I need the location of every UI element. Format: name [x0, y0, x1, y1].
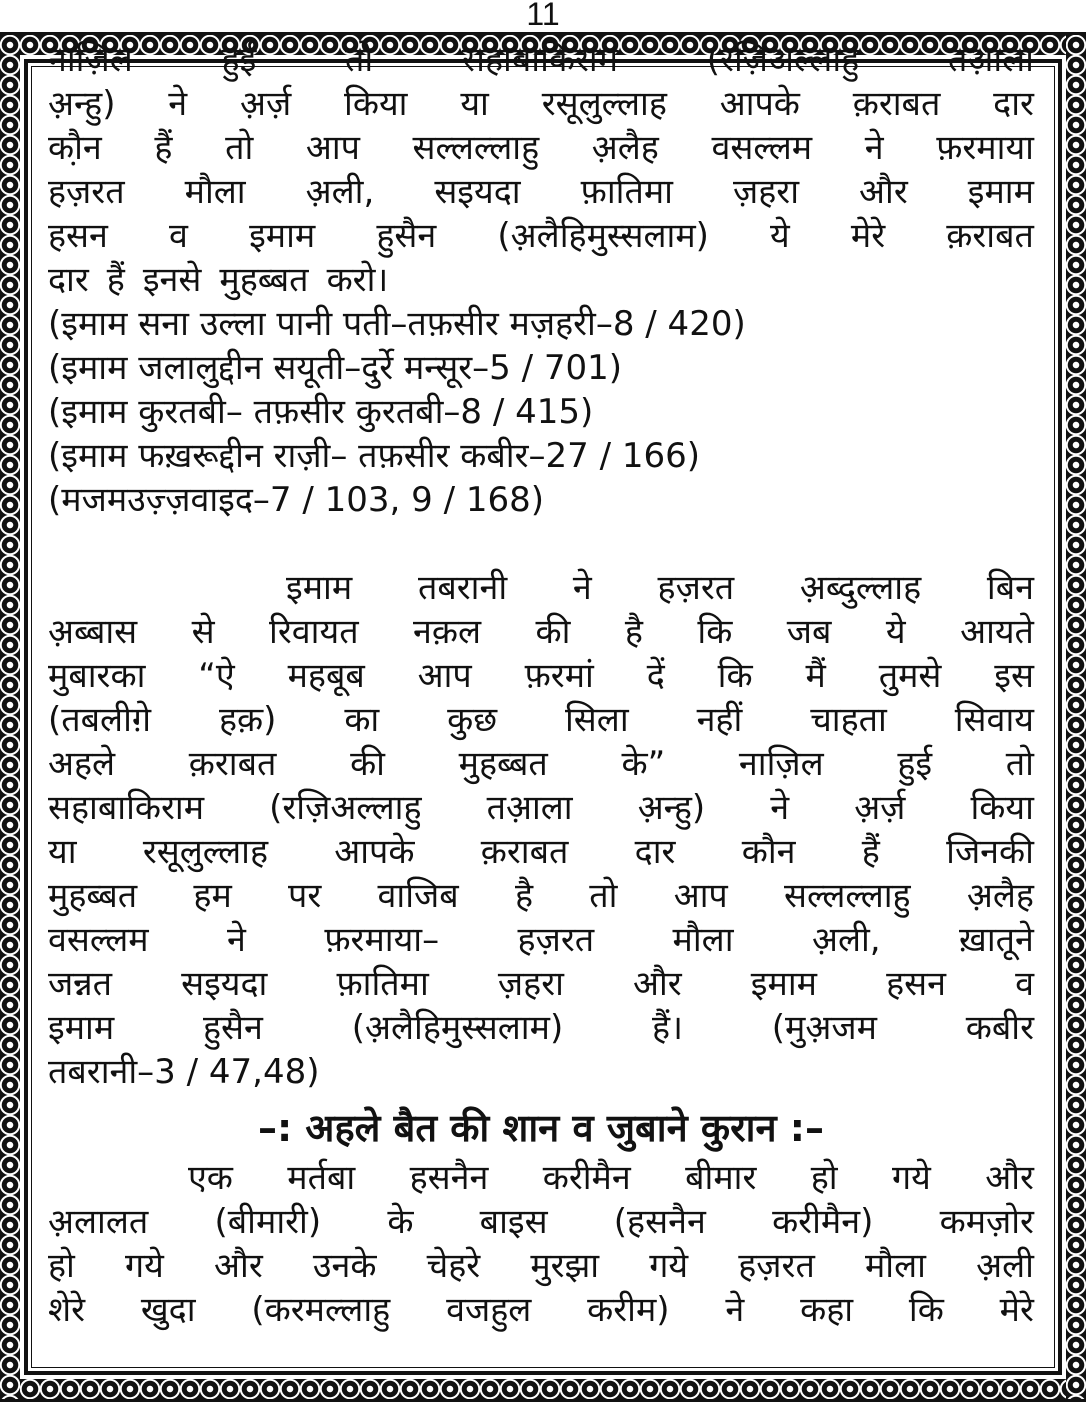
text-line: [48, 874, 1034, 918]
word: वसल्लम: [48, 920, 149, 960]
word: “ऐ: [198, 656, 235, 696]
text-line: [48, 1006, 1034, 1050]
word: का: [344, 700, 380, 740]
word: हुसैन: [202, 1008, 263, 1048]
word: की: [535, 612, 571, 652]
word: अ़ब्बास: [48, 612, 138, 652]
word: क़राबत: [852, 84, 941, 124]
word: आप: [305, 128, 360, 168]
word: सहाबाकिराम: [48, 788, 205, 828]
word: सइयदा: [434, 172, 521, 212]
word: दार: [634, 832, 676, 872]
word: इमाम: [48, 1008, 115, 1048]
word: महबूब: [287, 656, 365, 696]
word: और: [633, 964, 682, 1004]
text-line: [48, 82, 1034, 126]
word: मुरझा: [530, 1246, 600, 1286]
word: अ़लालत: [48, 1202, 149, 1242]
word: हो: [48, 1246, 75, 1286]
word: अ़र्ज़: [240, 84, 292, 124]
word: कि: [717, 656, 753, 696]
reference-citation: (इमाम जलालुद्दीन सयूती–दुर्रे मन्सूर–5 / 701): [48, 348, 623, 388]
word: ने: [572, 568, 592, 608]
word: इनसे: [142, 260, 202, 300]
reference-list: [48, 302, 1034, 522]
text-line: [48, 126, 1034, 170]
word: व: [1015, 964, 1034, 1004]
word: (रज़िअल्लाहु: [706, 40, 860, 80]
word: अ़र्ज़: [854, 788, 906, 828]
text-line: [48, 918, 1034, 962]
word: हसनैन: [409, 1158, 489, 1198]
section-heading: –: अहले बैत की शान व जुबाने कुरान :–: [258, 1106, 824, 1150]
word: हसन: [886, 964, 946, 1004]
word: नाज़िल: [738, 744, 824, 784]
reference-citation: (इमाम सना उल्ला पानी पती–तफ़सीर मज़हरी–8 / 420): [48, 304, 746, 344]
reference-citation: (इमाम कुरतबी– तफ़सीर कुरतबी–8 / 415): [48, 392, 594, 432]
word: इमाम: [967, 172, 1034, 212]
word: हैं।: [652, 1008, 683, 1048]
word: क़राबत: [480, 832, 569, 872]
word: ने: [864, 128, 884, 168]
word: कमज़ोर: [939, 1202, 1034, 1242]
word: गये: [125, 1246, 164, 1286]
text-line: [48, 1244, 1034, 1288]
word: सल्लल्लाहु: [412, 128, 540, 168]
word: मेरे: [999, 1290, 1034, 1330]
word: करीम): [587, 1290, 670, 1330]
word: अ़न्हु): [637, 788, 706, 828]
word: कहा: [800, 1290, 854, 1330]
word: तो: [589, 876, 618, 916]
word: पर: [288, 876, 322, 916]
word: से: [191, 612, 215, 652]
word: सिला: [565, 700, 629, 740]
word: दार: [993, 84, 1034, 124]
word: (हसनैन: [613, 1202, 706, 1242]
word: रिवायत: [269, 612, 359, 652]
word: (बीमारी): [214, 1202, 322, 1242]
word: आपके: [334, 832, 415, 872]
word: सल्लल्लाहु: [784, 876, 911, 916]
word: के: [387, 1202, 414, 1242]
word: मुबारका: [48, 656, 146, 696]
word: और: [214, 1246, 263, 1286]
word: मौला: [864, 1246, 926, 1286]
word: किया: [344, 84, 408, 124]
star-border-left-icon: [0, 35, 20, 1399]
word: तो: [225, 128, 254, 168]
word: तो: [345, 40, 374, 80]
word: (तबलीग़े: [48, 700, 152, 740]
word: हुसैन: [376, 216, 437, 256]
word: अ़ली,: [305, 172, 375, 212]
word: मुहब्बत: [219, 260, 309, 300]
text-line: [48, 786, 1034, 830]
word: (करमल्लाहु: [251, 1290, 391, 1330]
word: आपके: [719, 84, 800, 124]
word: वसल्लम: [711, 128, 813, 168]
word: आयते: [960, 612, 1034, 652]
word: मैं: [805, 656, 826, 696]
word: कौन: [741, 832, 796, 872]
word: सिवाय: [954, 700, 1034, 740]
text-line: [48, 742, 1034, 786]
word: हज़रत: [657, 568, 735, 608]
word: मुहब्बत: [48, 876, 138, 916]
text-line: [48, 1050, 1034, 1094]
text-line: [48, 830, 1034, 874]
word: तुमसे: [878, 656, 942, 696]
word: ने: [725, 1290, 745, 1330]
text-line: [48, 38, 1034, 82]
word: अ़न्हु): [48, 84, 116, 124]
reference-citation: (मजमउज़्ज़वाइद–7 / 103, 9 / 168): [48, 480, 544, 520]
word: या: [460, 84, 489, 124]
word: दार: [48, 260, 89, 300]
text-line: [48, 1288, 1034, 1332]
text-line: [48, 214, 1034, 258]
word: इमाम: [750, 964, 817, 1004]
text-line: [48, 610, 1034, 654]
word: हैं: [861, 832, 880, 872]
word: (रज़िअल्लाहु: [269, 788, 422, 828]
word: अ़ली: [976, 1246, 1034, 1286]
reference-citation: (इमाम फख़रूद्दीन राज़ी– तफ़सीर कबीर–27 / 166): [48, 436, 701, 476]
word: है: [514, 876, 533, 916]
word: फ़रमाया: [936, 128, 1034, 168]
word: व: [169, 216, 188, 256]
word: हो: [810, 1158, 838, 1198]
word: हुई: [897, 744, 933, 784]
word: किया: [970, 788, 1034, 828]
text-line: [48, 1156, 1034, 1200]
word: मेरे: [850, 216, 886, 256]
word: अ़लैह: [966, 876, 1034, 916]
word: क़राबत: [946, 216, 1034, 256]
word: फ़ातिमा: [336, 964, 429, 1004]
paragraph-2: [48, 566, 1034, 1094]
word: हैं: [106, 260, 125, 300]
word: ये: [770, 216, 790, 256]
word: मुहब्बत: [458, 744, 548, 784]
word: करीमैन: [542, 1158, 631, 1198]
word: क़राबत: [188, 744, 277, 784]
word: रसूलुल्लाह: [142, 832, 269, 872]
word: फ़ातिमा: [580, 172, 673, 212]
star-border-bottom-icon: [0, 1379, 1086, 1399]
word: जब: [786, 612, 832, 652]
text-line: [48, 654, 1034, 698]
word: के”: [621, 744, 666, 784]
word: चेहरे: [426, 1246, 481, 1286]
word: मौला: [184, 172, 246, 212]
star-border-right-icon: [1066, 35, 1086, 1399]
word: ने: [168, 84, 188, 124]
word: करो।: [326, 260, 389, 300]
word: अहले: [48, 744, 116, 784]
word: शेरे: [48, 1290, 86, 1330]
text-line: [48, 258, 1034, 302]
word: और: [985, 1158, 1034, 1198]
word: हसन: [48, 216, 108, 256]
word: नहीं: [696, 700, 743, 740]
word: नाज़िल: [48, 40, 133, 80]
word: वाजिब: [377, 876, 459, 916]
word: या: [48, 832, 77, 872]
word: इमाम: [286, 568, 353, 608]
page-number: 11: [526, 0, 560, 32]
word: अ़ब्दुल्लाह: [799, 568, 922, 608]
paragraph-3: [48, 1156, 1034, 1332]
page-content: [48, 38, 1034, 1332]
text-line: [48, 1200, 1034, 1244]
word: खुदा: [140, 1290, 196, 1330]
word: जिनकी: [946, 832, 1034, 872]
word: ज़हरा: [497, 964, 564, 1004]
word: चाहता: [810, 700, 887, 740]
paragraph-spacer: [48, 522, 1034, 566]
word: कौ़न: [48, 128, 102, 168]
word: बिन: [986, 568, 1034, 608]
text-line: [48, 698, 1034, 742]
word: की: [350, 744, 385, 784]
word: गये: [649, 1246, 689, 1286]
word: एक: [188, 1158, 233, 1198]
word: सइयदा: [181, 964, 268, 1004]
word: ज़हरा: [733, 172, 800, 212]
word: हम: [193, 876, 232, 916]
word: ख़ातूने: [959, 920, 1034, 960]
word: अ़लैह: [591, 128, 659, 168]
text-line: [48, 170, 1034, 214]
word: हुई: [221, 40, 257, 80]
word: (मुअ़जम: [771, 1008, 877, 1048]
word: नक़ल: [413, 612, 482, 652]
word: वजहुल: [446, 1290, 532, 1330]
word: मर्तबा: [287, 1158, 356, 1198]
word: हैं: [154, 128, 173, 168]
word: फ़रमां: [524, 656, 594, 696]
word: बाइस: [479, 1202, 548, 1242]
word: आप: [417, 656, 472, 696]
word: हक़): [218, 700, 277, 740]
word: इमाम: [249, 216, 316, 256]
word: ने: [227, 920, 246, 960]
word: हज़रत: [517, 920, 595, 960]
word: हज़रत: [738, 1246, 815, 1286]
word: अ़ली,: [811, 920, 881, 960]
word: सहाबाकिराम: [462, 40, 619, 80]
word: कुछ: [447, 700, 498, 740]
word: गये: [891, 1158, 931, 1198]
word: ये: [885, 612, 906, 652]
word: इस: [994, 656, 1034, 696]
paragraph-1: [48, 38, 1034, 302]
word: (अ़लैहिमुस्सलाम): [351, 1008, 564, 1048]
word: फ़रमाया–: [324, 920, 440, 960]
word: जन्नत: [48, 964, 112, 1004]
word: तबरानी: [417, 568, 508, 608]
word: है: [624, 612, 643, 652]
word: मौला: [672, 920, 734, 960]
word: बीमार: [685, 1158, 757, 1198]
word: तबरानी–3 / 47,48): [48, 1052, 320, 1092]
word: कि: [697, 612, 733, 652]
word: रसूलुल्लाह: [541, 84, 667, 124]
word: तो: [1005, 744, 1034, 784]
word: हज़रत: [48, 172, 125, 212]
word: कि: [908, 1290, 944, 1330]
word: (अ़लैहिमुस्सलाम): [497, 216, 709, 256]
word: ने: [770, 788, 790, 828]
word: तआ़ला: [486, 788, 573, 828]
text-line: [48, 962, 1034, 1006]
word: आप: [673, 876, 728, 916]
text-line: [48, 566, 1034, 610]
word: तआ़ला: [948, 40, 1034, 80]
word: कबीर: [965, 1008, 1034, 1048]
word: करीमैन): [772, 1202, 874, 1242]
word: और: [859, 172, 908, 212]
word: दें: [646, 656, 665, 696]
word: उनके: [312, 1246, 377, 1286]
